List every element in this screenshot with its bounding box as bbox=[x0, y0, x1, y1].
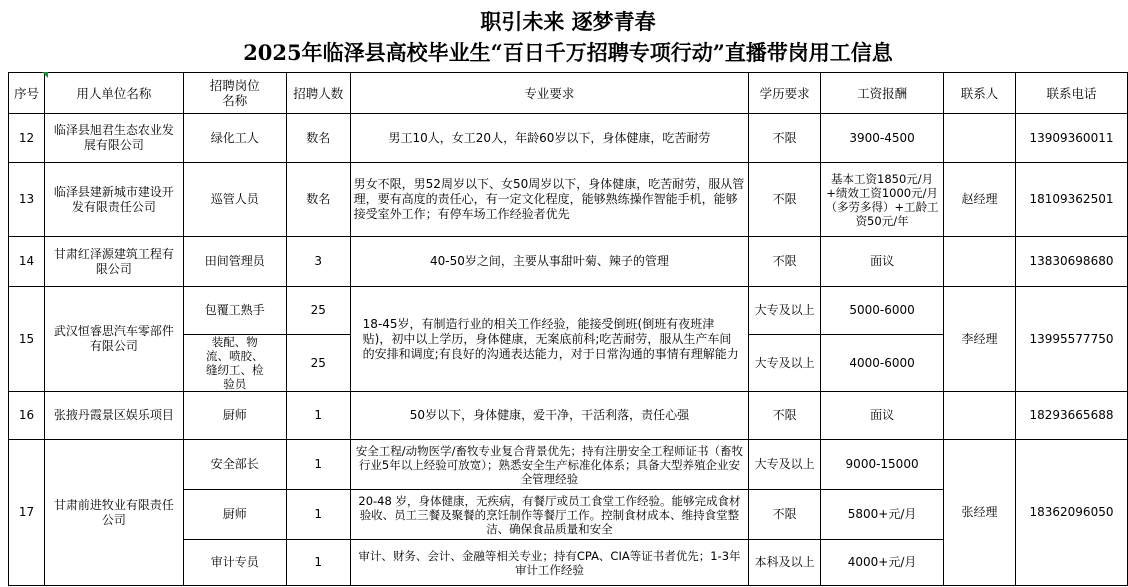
contact-cell: 赵经理 bbox=[944, 163, 1016, 237]
header-requirement: 专业要求 bbox=[350, 73, 749, 114]
table-row bbox=[9, 114, 1128, 163]
contact-cell bbox=[944, 237, 1016, 287]
header-count: 招聘人数 bbox=[286, 73, 350, 114]
seq-cell: 17 bbox=[9, 440, 45, 586]
requirement-cell: 男工10人，女工20人，年龄60岁以下，身体健康，吃苦耐劳 bbox=[350, 114, 749, 163]
salary-cell: 5000-6000 bbox=[821, 287, 944, 335]
company-cell: 临泽县旭君生态农业发展有限公司 bbox=[44, 114, 183, 163]
contact-cell: 李经理 bbox=[944, 287, 1016, 392]
seq-cell: 15 bbox=[9, 287, 45, 392]
table-row bbox=[9, 163, 1128, 237]
seq-cell: 14 bbox=[9, 237, 45, 287]
requirement-cell: 40-50岁之间，主要从事甜叶菊、辣子的管理 bbox=[350, 237, 749, 287]
salary-cell: 基本工资1850元/月+绩效工资1000元/月（多劳多得）+工龄工资50元/年 bbox=[821, 163, 944, 237]
requirement-cell: 18-45岁，有制造行业的相关工作经验，能接受倒班(倒班有夜班津贴)，初中以上学历，身体健康，无案底前科;吃苦耐劳，服从生产车间的安排和调度;有良好的沟通表达能力，对于日常沟通的事情有理解能力 bbox=[350, 287, 749, 392]
count-cell: 25 bbox=[286, 287, 350, 335]
contact-cell: 张经理 bbox=[944, 440, 1016, 586]
table-row bbox=[9, 392, 1128, 440]
phone-cell: 13830698680 bbox=[1015, 237, 1127, 287]
header-phone: 联系电话 bbox=[1015, 73, 1127, 114]
education-cell: 本科及以上 bbox=[749, 540, 821, 586]
phone-cell: 18293665688 bbox=[1015, 392, 1127, 440]
company-cell: 甘肃红泽源建筑工程有限公司 bbox=[44, 237, 183, 287]
page-subtitle: 2025年临泽县高校毕业生“百日千万招聘专项行动”直播带岗用工信息 bbox=[243, 40, 893, 65]
count-cell: 1 bbox=[286, 440, 350, 490]
count-cell: 3 bbox=[286, 237, 350, 287]
table-row bbox=[9, 237, 1128, 287]
contact-cell bbox=[944, 114, 1016, 163]
phone-cell: 18109362501 bbox=[1015, 163, 1127, 237]
position-cell: 审计专员 bbox=[183, 540, 286, 586]
header-seq: 序号 bbox=[9, 73, 45, 114]
position-cell: 厨师 bbox=[183, 490, 286, 540]
education-cell: 不限 bbox=[749, 163, 821, 237]
salary-cell: 4000-6000 bbox=[821, 335, 944, 392]
requirement-cell: 审计、财务、会计、金融等相关专业；持有CPA、CIA等证书者优先；1-3年审计工作经验 bbox=[350, 540, 749, 586]
requirement-cell: 50岁以下，身体健康，爱干净，干活利落，责任心强 bbox=[350, 392, 749, 440]
company-cell: 甘肃前进牧业有限责任公司 bbox=[44, 440, 183, 586]
education-cell: 大专及以上 bbox=[749, 287, 821, 335]
company-cell: 张掖丹霞景区娱乐项目 bbox=[44, 392, 183, 440]
count-cell: 数名 bbox=[286, 163, 350, 237]
position-cell: 包覆工熟手 bbox=[183, 287, 286, 335]
salary-cell: 3900-4500 bbox=[821, 114, 944, 163]
count-cell: 1 bbox=[286, 540, 350, 586]
position-cell: 田间管理员 bbox=[183, 237, 286, 287]
phone-cell: 13995577750 bbox=[1015, 287, 1127, 392]
position-cell: 绿化工人 bbox=[183, 114, 286, 163]
salary-cell: 5800+元/月 bbox=[821, 490, 944, 540]
position-cell: 装配、物流、喷胶、缝纫工、检验员 bbox=[183, 335, 286, 392]
education-cell: 不限 bbox=[749, 114, 821, 163]
cell-comment-marker bbox=[42, 72, 48, 78]
company-cell: 临泽县建新城市建设开发有限责任公司 bbox=[44, 163, 183, 237]
count-cell: 1 bbox=[286, 490, 350, 540]
count-cell: 25 bbox=[286, 335, 350, 392]
contact-cell bbox=[944, 392, 1016, 440]
salary-cell: 面议 bbox=[821, 237, 944, 287]
title-area bbox=[8, 0, 1128, 72]
position-cell: 厨师 bbox=[183, 392, 286, 440]
header-salary: 工资报酬 bbox=[821, 73, 944, 114]
position-cell: 巡管人员 bbox=[183, 163, 286, 237]
table-row bbox=[9, 287, 1128, 335]
phone-cell: 18362096050 bbox=[1015, 440, 1127, 586]
header-education: 学历要求 bbox=[749, 73, 821, 114]
count-cell: 数名 bbox=[286, 114, 350, 163]
header-company: 用人单位名称 bbox=[44, 73, 183, 114]
table-row bbox=[9, 440, 1128, 490]
education-cell: 不限 bbox=[749, 237, 821, 287]
education-cell: 大专及以上 bbox=[749, 335, 821, 392]
seq-cell: 13 bbox=[9, 163, 45, 237]
header-row bbox=[9, 73, 1128, 114]
requirement-cell: 男女不限，男52周岁以下、女50周岁以下，身体健康，吃苦耐劳，服从管理，要有高度的责任心，有一定文化程度，能够熟练操作智能手机，能够接受室外工作；有停车场工作经验者优先 bbox=[350, 163, 749, 237]
header-contact: 联系人 bbox=[944, 73, 1016, 114]
seq-cell: 12 bbox=[9, 114, 45, 163]
education-cell: 不限 bbox=[749, 392, 821, 440]
position-cell: 安全部长 bbox=[183, 440, 286, 490]
education-cell: 大专及以上 bbox=[749, 440, 821, 490]
salary-cell: 面议 bbox=[821, 392, 944, 440]
company-cell: 武汉恒睿思汽车零部件有限公司 bbox=[44, 287, 183, 392]
phone-cell: 13909360011 bbox=[1015, 114, 1127, 163]
seq-cell: 16 bbox=[9, 392, 45, 440]
salary-cell: 4000+元/月 bbox=[821, 540, 944, 586]
salary-cell: 9000-15000 bbox=[821, 440, 944, 490]
requirement-cell: 20-48 岁，身体健康，无疾病，有餐厅或员工食堂工作经验。能够完成食材验收、员工三餐及聚餐的烹饪制作等餐厅工作。控制食材成本、维持食堂整洁、确保食品质量和安全 bbox=[350, 490, 749, 540]
page-title: 职引未来 逐梦青春 bbox=[480, 9, 656, 34]
education-cell: 不限 bbox=[749, 490, 821, 540]
count-cell: 1 bbox=[286, 392, 350, 440]
requirement-cell: 安全工程/动物医学/畜牧专业复合背景优先；持有注册安全工程师证书（畜牧行业5年以上经验可放宽）；熟悉安全生产标准化体系；具备大型养殖企业安全管理经验 bbox=[350, 440, 749, 490]
job-table bbox=[8, 72, 1128, 586]
header-position: 招聘岗位名称 bbox=[183, 73, 286, 114]
